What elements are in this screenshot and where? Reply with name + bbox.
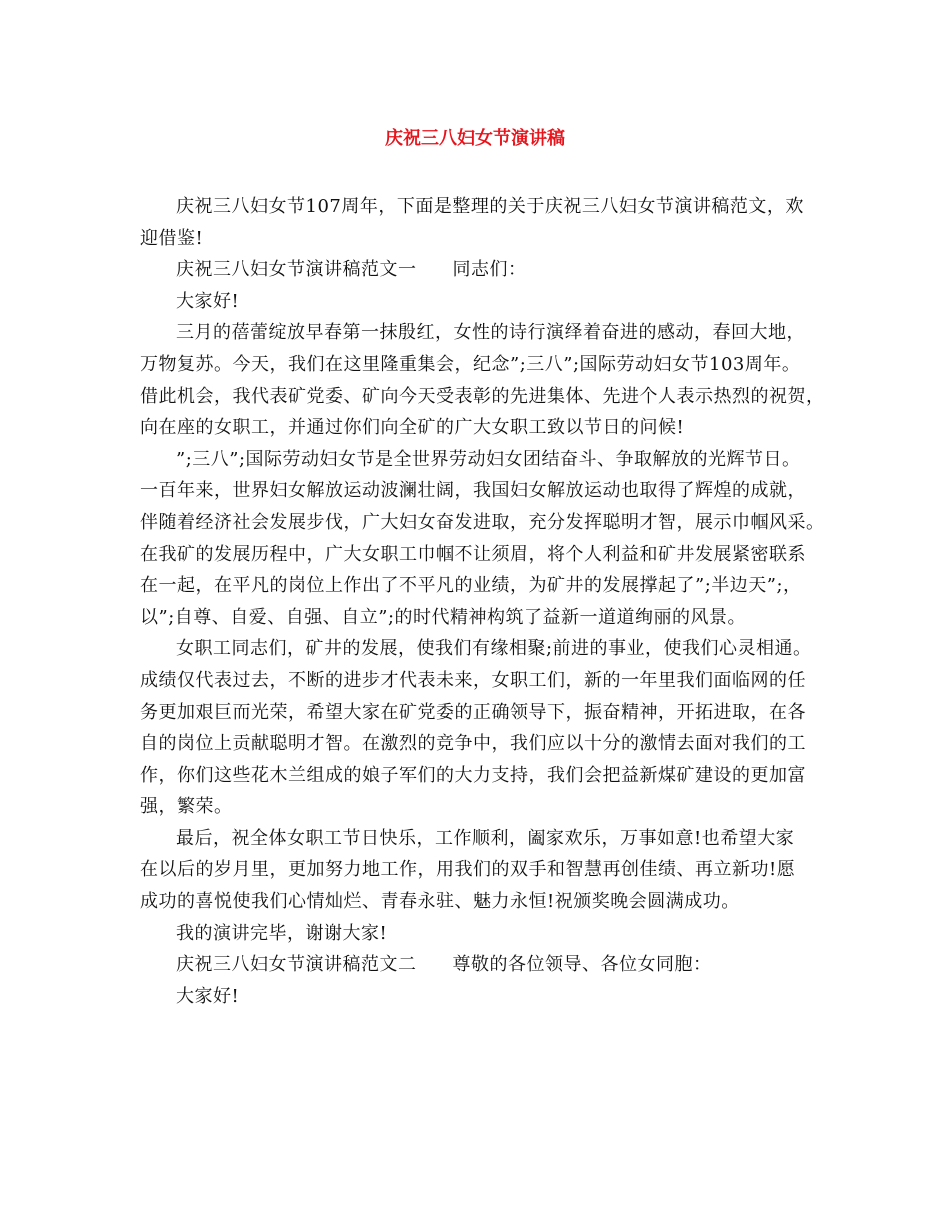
greeting-line: 大家好! [176,290,240,312]
paragraph-line: 自的岗位上贡献聪明才智。在激烈的竞争中，我们应以十分的激情去面对我们的工 [140,733,806,755]
paragraph-line: 女职工同志们，矿井的发展，使我们有缘相聚;前进的事业，使我们心灵相通。 [176,638,812,660]
paragraph-line: 务更加艰巨而光荣，希望大家在矿党委的正确领导下，振奋精神，开拓进取，在各 [140,701,806,723]
paragraph-line: 三月的蓓蕾绽放早春第一抹殷红，女性的诗行演绎着奋进的感动，春回大地， [176,322,805,344]
paragraph-line: 以”;自尊、自爱、自强、自立”;的时代精神构筑了益新一道道绚丽的风景。 [140,606,747,628]
paragraph-line: 成绩仅代表过去，不断的进步才代表未来，女职工们，新的一年里我们面临网的任 [140,669,806,691]
paragraph-line: 借此机会，我代表矿党委、矿向今天受表彰的先进集体、先进个人表示热烈的祝贺， [140,385,825,407]
paragraph-line: 作，你们这些花木兰组成的娘子军们的大力支持，我们会把益新煤矿建设的更加富 [140,764,806,786]
section-heading: 庆祝三八妇女节演讲稿范文一 [176,259,417,281]
paragraph-line: 成功的喜悦使我们心情灿烂、青春永驻、魅力永恒!祝颁奖晚会圆满成功。 [140,891,740,913]
paragraph-line: 万物复苏。今天，我们在这里隆重集会，纪念”;三八”;国际劳动妇女节103周年。 [140,353,801,375]
salutation: 尊敬的各位领导、各位女同胞： [452,954,712,976]
paragraph-line: 一百年来，世界妇女解放运动波澜壮阔，我国妇女解放运动也取得了辉煌的成就， [140,480,806,502]
greeting-line: 大家好! [176,985,240,1007]
paragraph-line: 在一起，在平凡的岗位上作出了不平凡的业绩，为矿井的发展撑起了”;半边天”;， [140,575,802,597]
paragraph-line: 强，繁荣。 [140,796,233,818]
section-heading-line [140,254,820,286]
paragraph-line: 向在座的女职工，并通过你们向全矿的广大女职工致以节日的问候! [140,417,685,439]
paragraph-line: 伴随着经济社会发展步伐，广大妇女奋发进取，充分发挥聪明才智，展示巾帼风采。 [140,511,825,533]
paragraph-line: 在以后的岁月里，更加努力地工作，用我们的双手和智慧再创佳绩、再立新功!愿 [140,859,796,881]
section-heading-line [140,949,820,981]
closing-line: 我的演讲完毕，谢谢大家! [176,922,388,944]
paragraph-line: 庆祝三八妇女节107周年，下面是整理的关于庆祝三八妇女节演讲稿范文，欢 [176,196,804,217]
document-title: 庆祝三八妇女节演讲稿 [385,128,565,149]
paragraph-line: 在我矿的发展历程中，广大女职工巾帼不让须眉，将个人利益和矿井发展紧密联系 [140,543,806,565]
document-body [140,191,825,1012]
salutation: 同志们： [452,259,527,281]
section-heading: 庆祝三八妇女节演讲稿范文二 [176,954,417,976]
paragraph-line: 最后，祝全体女职工节日快乐，工作顺利，阖家欢乐，万事如意!也希望大家 [176,827,795,849]
paragraph-line: 迎借鉴! [140,227,204,249]
paragraph-line: ”;三八”;国际劳动妇女节是全世界劳动妇女团结奋斗、争取解放的光辉节日。 [176,448,801,470]
